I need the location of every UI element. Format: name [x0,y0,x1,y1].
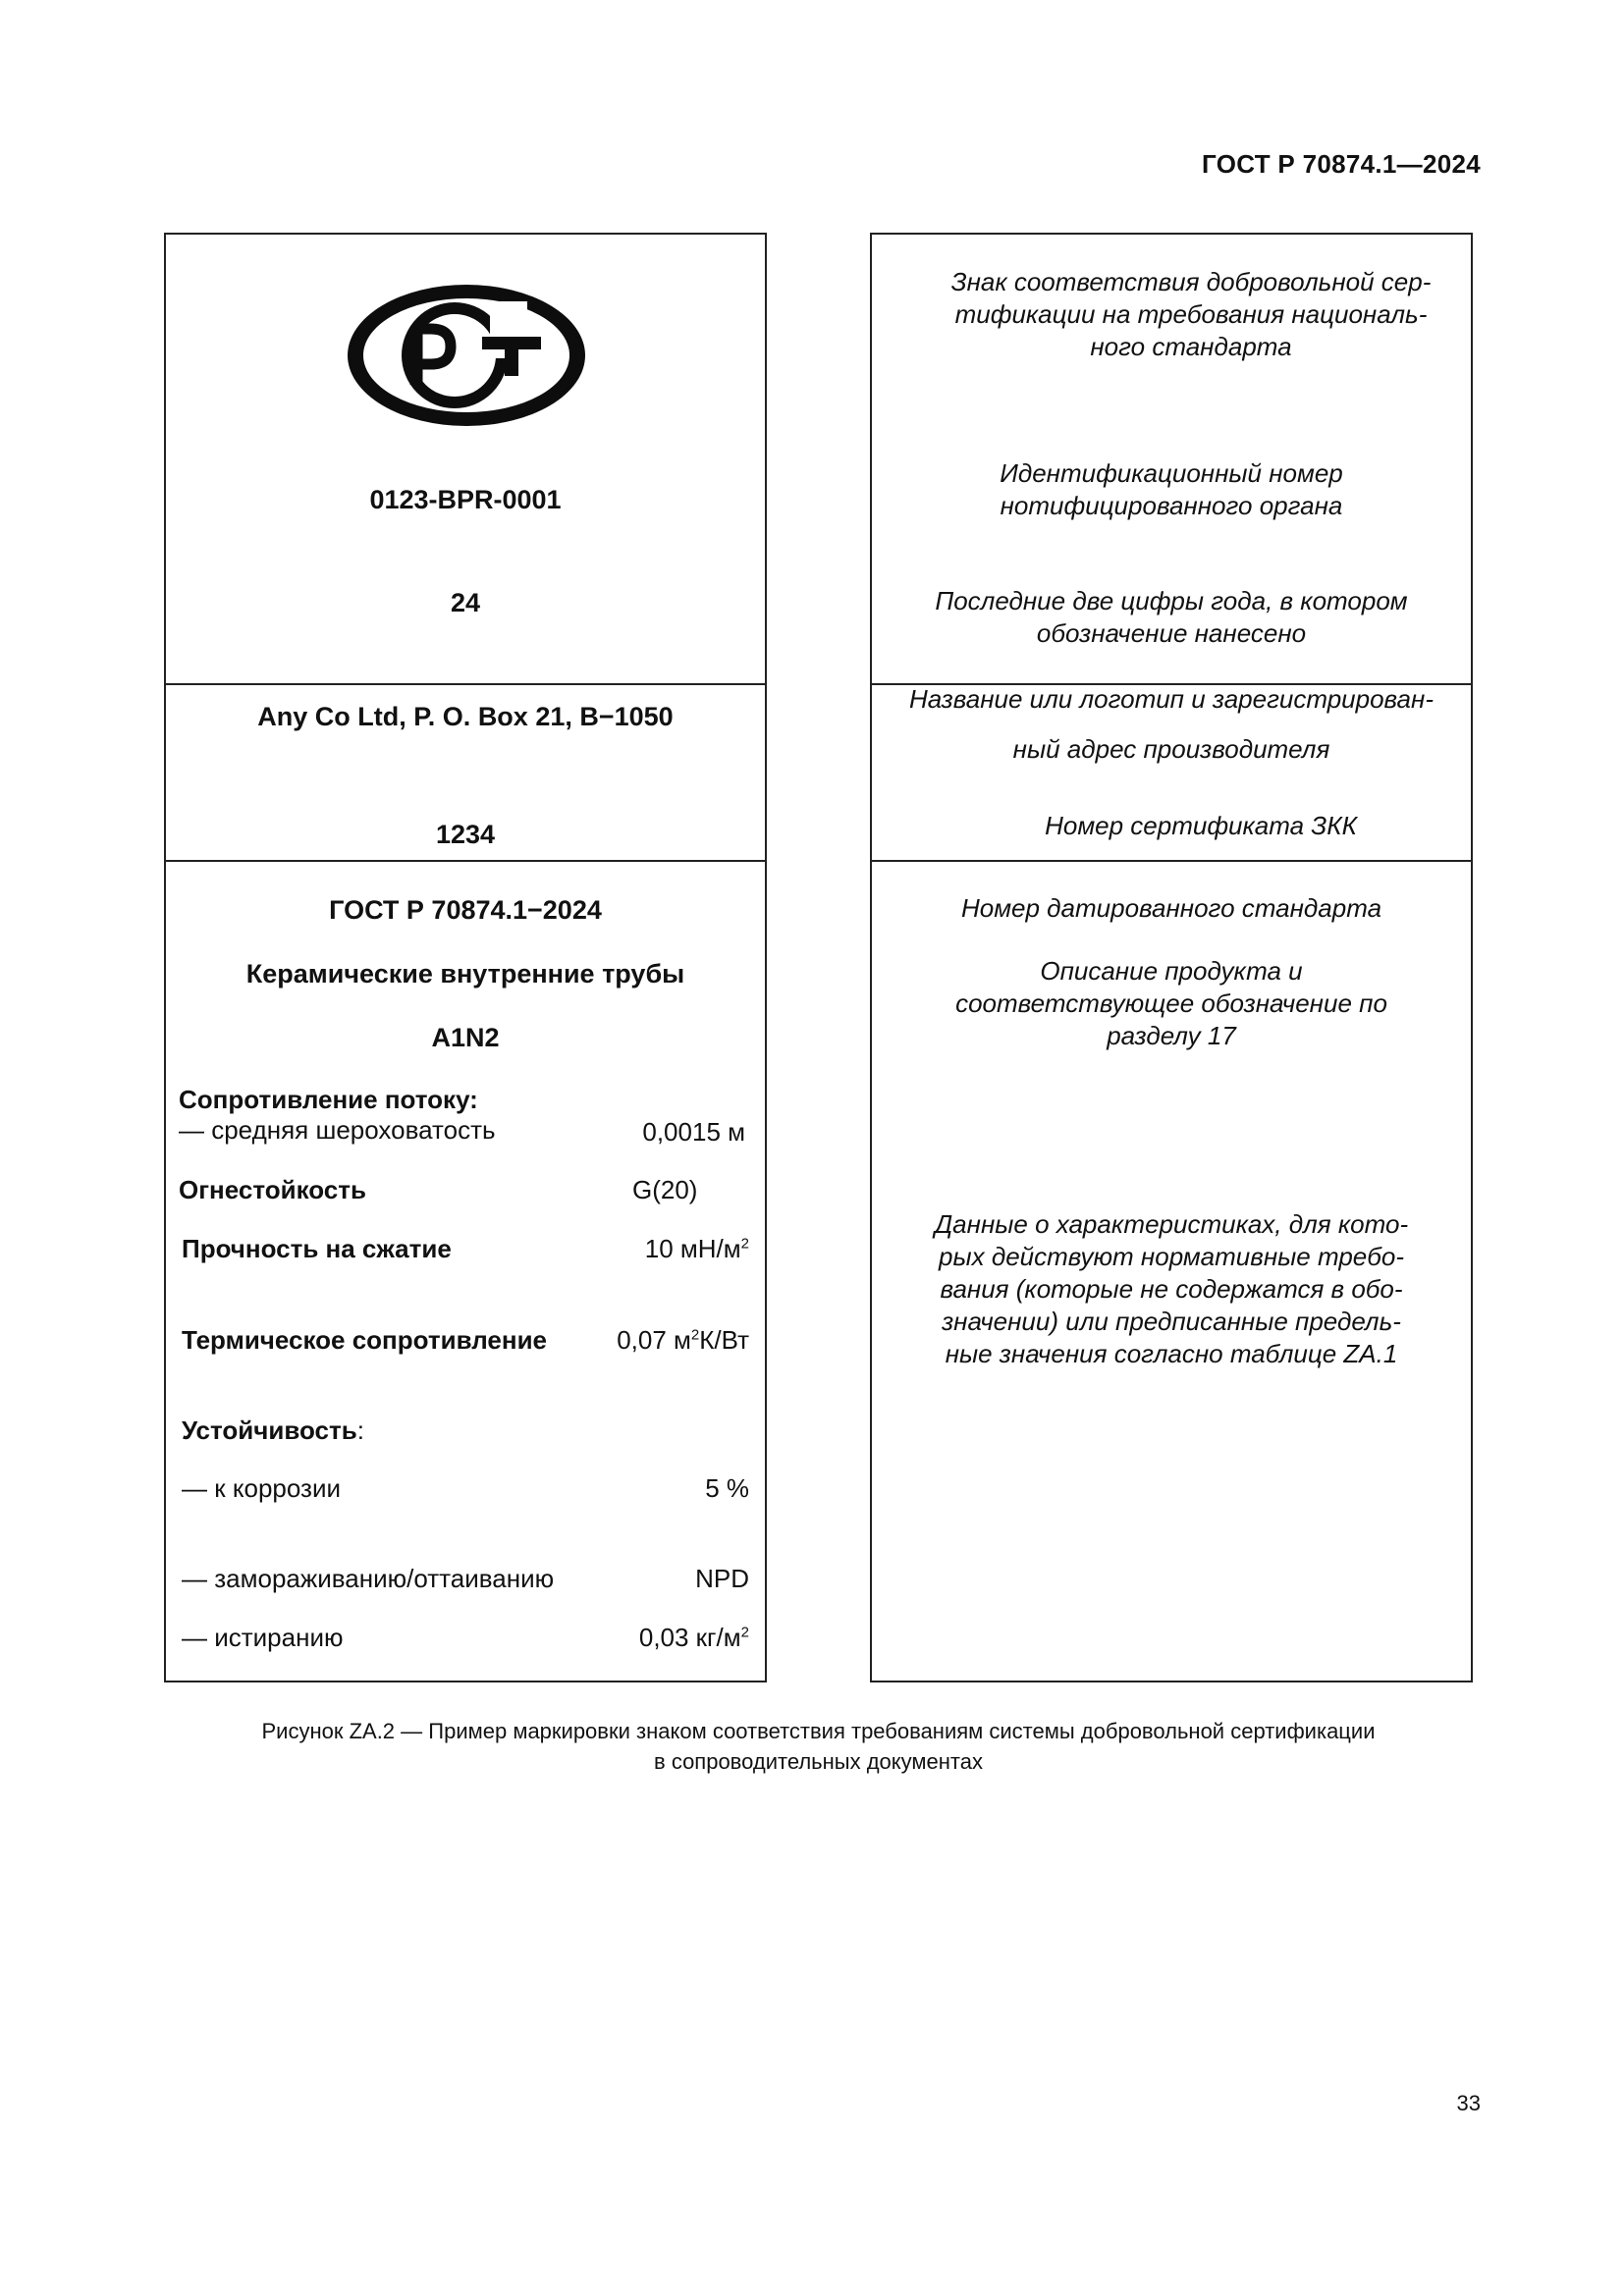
year-digits: 24 [450,588,481,617]
corrosion-value: 5 % [705,1473,749,1503]
pct-conformity-logo [345,282,588,429]
product-description: Описание продукта и соответствующее обозначение по разделу 17 [955,956,1387,1050]
freeze-thaw-value: NPD [695,1564,749,1593]
characteristics-description: Данные о характеристиках, для кото- рых действуют нормативные требо- вания (которые не содержатся в обо- значении) или предписанные предель- ные значения согласно таблице ZA.1 [934,1209,1409,1368]
fire-resistance-value: G(20) [632,1175,698,1204]
product-name: Керамические внутренние трубы [245,959,685,988]
mark-description: Знак соответствия добровольной сер- тификации на требования националь- ного стандарта [950,267,1432,361]
durability-title: Устойчивость: [182,1415,364,1445]
page-number: 33 [1456,2091,1481,2115]
flow-resistance-title: Сопротивление потоку: [179,1085,478,1114]
year-description: Последние две цифры года, в котором обозначение нанесено [935,586,1408,648]
thermal-resistance-value: 0,07 $м^2К/Вт$ [617,1325,749,1355]
compression-value: 10 $мН/м^2$ [644,1234,749,1263]
compression-label: Прочность на сжатие [182,1234,452,1263]
freeze-thaw-label: — замораживанию/оттаиванию [182,1564,555,1593]
certificate-description: Номер сертификата ЗКК [1045,811,1357,840]
explanation-box [870,233,1473,1682]
document-code: ГОСТ Р 70874.1—2024 [1202,149,1481,179]
id-number-description: Идентификационный номер нотифицированного органа [1000,458,1343,520]
divider [166,683,765,685]
cert-body-number: 0123-BPR-0001 [369,485,562,514]
divider [166,860,765,862]
fire-resistance-label: Огнестойкость [179,1175,366,1204]
manufacturer-address: Any Co Ltd, P. O. Box 21, B−1050 [257,702,674,731]
roughness-label: — средняя шероховатость [179,1115,496,1145]
thermal-resistance-label: Термическое сопротивление [182,1325,548,1355]
abrasion-value: 0,03 $кг/м^2$ [638,1623,749,1652]
figure-caption: Рисунок ZA.2 — Пример маркировки знаком соответствия требованиям системы добровольной сертификации в сопроводительных документах [261,1719,1376,1774]
abrasion-label: — истиранию [182,1623,344,1652]
corrosion-label: — к коррозии [182,1473,342,1503]
manufacturer-description: Название или логотип и зарегистрирован- ный адрес производителя [908,684,1434,764]
certificate-number: 1234 [435,820,496,849]
standard-number: ГОСТ Р 70874.1−2024 [329,895,602,925]
marking-example-box [164,233,767,1682]
divider [872,860,1471,862]
product-designation: A1N2 [431,1023,500,1052]
roughness-value: 0,0015 м [642,1117,745,1147]
standard-description: Номер датированного стандарта [960,893,1382,923]
